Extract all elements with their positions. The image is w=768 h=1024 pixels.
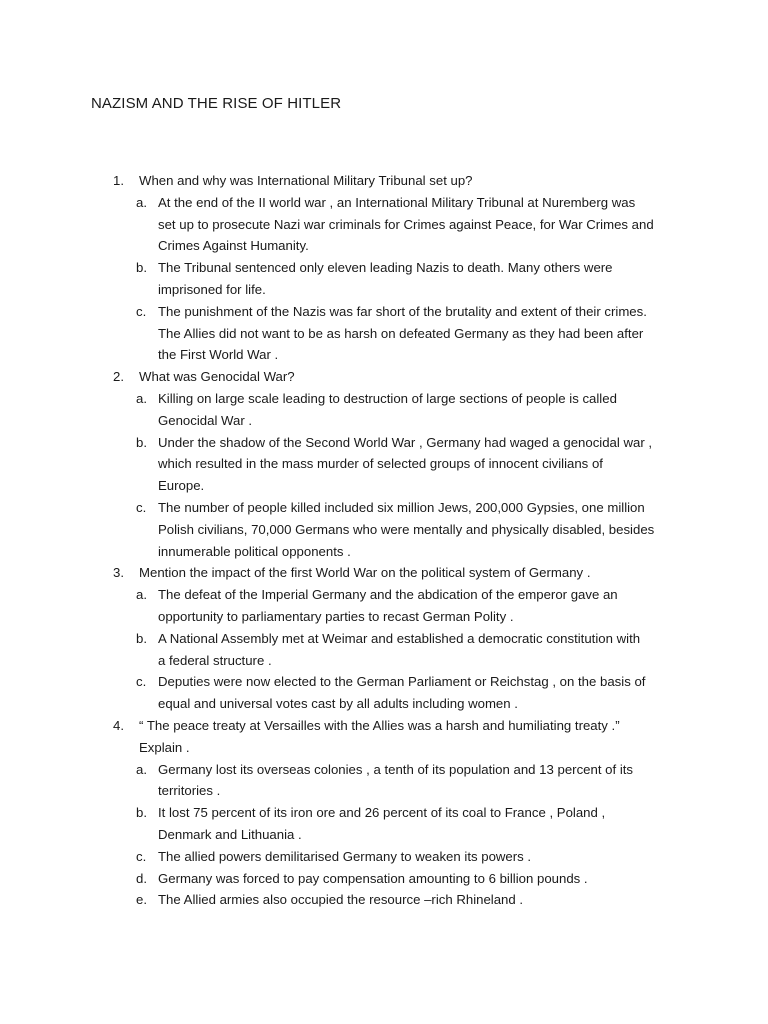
question-number: 2. [113, 369, 124, 385]
answer-item [136, 868, 688, 890]
answer-list [136, 584, 688, 715]
answer-item [136, 388, 688, 432]
answer-line: The number of people killed included six million Jews, 200,000 Gypsies, one million [158, 499, 645, 515]
answer-line: It lost 75 percent of its iron ore and 26 percent of its coal to France , Poland , [158, 805, 606, 821]
answer-line: innumerable political opponents . [158, 543, 351, 559]
answer-item [136, 497, 688, 562]
answer-line: The Tribunal sentenced only eleven leading Nazis to death. Many others were [158, 260, 613, 276]
answer-letter: c. [136, 848, 147, 864]
answer-letter: d. [136, 870, 147, 886]
answer-line: Germany lost its overseas colonies , a tenth of its population and 13 percent of its [158, 761, 634, 777]
answer-item [136, 802, 688, 846]
question-item [0, 715, 768, 911]
question-item [0, 562, 768, 715]
answer-line: Killing on large scale leading to destruction of large sections of people is called [158, 390, 617, 406]
answer-letter: a. [136, 587, 147, 603]
answer-letter: c. [136, 674, 147, 690]
answer-item [136, 257, 688, 301]
question-number: 4. [113, 717, 124, 733]
question-text: What was Genocidal War? [139, 369, 295, 385]
answer-line: which resulted in the mass murder of selected groups of innocent civilians of [158, 456, 603, 472]
answer-line: At the end of the II world war , an International Military Tribunal at Nuremberg was [158, 194, 636, 210]
answer-letter: c. [136, 499, 147, 515]
answer-letter: a. [136, 194, 147, 210]
answer-item [136, 628, 688, 672]
answer-letter: b. [136, 630, 147, 646]
answer-line: the First World War . [158, 347, 279, 363]
answer-line: The defeat of the Imperial Germany and the abdication of the emperor gave an [158, 587, 618, 603]
answer-line: A National Assembly met at Weimar and established a democratic constitution with [158, 630, 641, 646]
answer-line: Deputies were now elected to the German Parliament or Reichstag , on the basis of [158, 674, 646, 690]
answer-letter: b. [136, 260, 147, 276]
answer-line: Europe. [158, 478, 205, 494]
answer-list [136, 192, 688, 366]
answer-letter: a. [136, 390, 147, 406]
answer-list [136, 388, 688, 562]
answer-line: imprisoned for life. [158, 281, 266, 297]
question-text: When and why was International Military Tribunal set up? [139, 173, 473, 188]
page-title: NAZISM AND THE RISE OF HITLER [91, 95, 342, 112]
answer-line: Germany was forced to pay compensation amounting to 6 billion pounds . [158, 870, 588, 886]
answer-item [136, 301, 688, 366]
answer-letter: e. [136, 892, 147, 908]
answer-item [136, 846, 688, 868]
answer-item [136, 192, 688, 257]
answer-line: equal and universal votes cast by all adults including women . [158, 696, 518, 712]
answer-letter: b. [136, 434, 147, 450]
answer-line: The punishment of the Nazis was far short of the brutality and extent of their crimes. [158, 303, 647, 319]
question-item [0, 170, 768, 366]
answer-line: The allied powers demilitarised Germany to weaken its powers . [158, 848, 532, 864]
answer-item [136, 759, 688, 803]
answer-line: set up to prosecute Nazi war criminals for Crimes against Peace, for War Crimes and [158, 216, 654, 232]
question-item [0, 366, 768, 562]
answer-letter: b. [136, 805, 147, 821]
question-text: “ The peace treaty at Versailles with the Allies was a harsh and humiliating treaty .” Explain . [139, 717, 620, 755]
answer-list [136, 759, 688, 912]
answer-line: a federal structure . [158, 652, 272, 668]
answer-letter: c. [136, 303, 147, 319]
answer-item [136, 432, 688, 497]
answer-line: The Allied armies also occupied the resource –rich Rhineland . [158, 892, 524, 908]
question-list [0, 170, 768, 911]
answer-line: The Allies did not want to be as harsh on defeated Germany as they had been after [158, 325, 644, 341]
question-number: 1. [113, 173, 124, 188]
answer-item [136, 584, 688, 628]
question-number: 3. [113, 565, 124, 581]
answer-item [136, 671, 688, 715]
answer-line: Denmark and Lithuania . [158, 826, 302, 842]
answer-line: opportunity to parliamentary parties to recast German Polity . [158, 608, 514, 624]
answer-item [136, 889, 688, 911]
question-text: Mention the impact of the first World War on the political system of Germany . [139, 565, 591, 581]
answer-line: territories . [158, 783, 221, 799]
answer-letter: a. [136, 761, 147, 777]
answer-line: Genocidal War . [158, 412, 253, 428]
answer-line: Crimes Against Humanity. [158, 238, 309, 254]
answer-line: Polish civilians, 70,000 Germans who were mentally and physically disabled, besides [158, 521, 655, 537]
answer-line: Under the shadow of the Second World War , Germany had waged a genocidal war , [158, 434, 653, 450]
